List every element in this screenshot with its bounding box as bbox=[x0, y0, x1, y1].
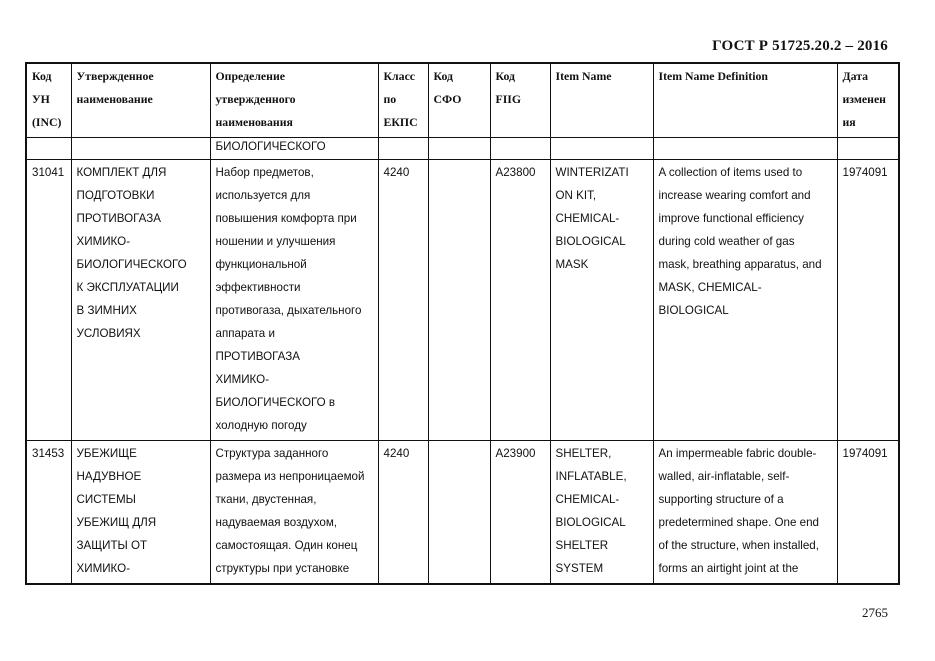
text-line: В ЗИМНИХ bbox=[76, 304, 137, 317]
row-sfo-code bbox=[428, 160, 490, 441]
text-line: функциональной bbox=[215, 258, 307, 271]
header-definition bbox=[210, 63, 378, 138]
row-inc: 31041 bbox=[26, 160, 71, 441]
text-line: ХИМИКО- bbox=[76, 562, 131, 575]
header-ekps-class bbox=[378, 63, 428, 138]
row-approved-name bbox=[71, 441, 210, 585]
text-line: improve functional efficiency bbox=[658, 212, 804, 225]
text-line: ПРОТИВОГАЗА bbox=[76, 212, 161, 225]
text-line: Item Name bbox=[555, 69, 612, 83]
text-line: ХИМИКО- bbox=[76, 235, 131, 248]
text-line: ношении и улучшения bbox=[215, 235, 336, 248]
row-inc: 31453 bbox=[26, 441, 71, 585]
page-number: 2765 bbox=[862, 605, 888, 620]
text-line: УН bbox=[32, 92, 50, 106]
text-line: MASK, CHEMICAL- bbox=[658, 281, 762, 294]
text-line: (INC) bbox=[32, 115, 62, 129]
text-line: СФО bbox=[433, 92, 462, 106]
text-line: MASK bbox=[555, 258, 589, 271]
text-line: BIOLOGICAL bbox=[555, 516, 626, 529]
text-line: ия bbox=[842, 115, 856, 129]
row-sfo-code bbox=[428, 441, 490, 585]
text-line: mask, breathing apparatus, and bbox=[658, 258, 822, 271]
text-line: ХИМИКО- bbox=[215, 373, 270, 386]
table-header-row bbox=[26, 63, 899, 138]
text-line: A collection of items used to bbox=[658, 166, 803, 179]
text-line: противогаза, дыхательного bbox=[215, 304, 362, 317]
text-line: SYSTEM bbox=[555, 562, 604, 575]
header-inc bbox=[26, 63, 71, 138]
text-line: forms an airtight joint at the bbox=[658, 562, 799, 575]
header-change-date bbox=[837, 63, 899, 138]
text-line: наименование bbox=[76, 92, 153, 106]
text-line: холодную погоду bbox=[215, 419, 307, 432]
text-line: повышения комфорта при bbox=[215, 212, 357, 225]
document-title: ГОСТ Р 51725.20.2 – 2016 bbox=[712, 38, 888, 54]
cont-cell bbox=[428, 138, 490, 160]
text-line: ПОДГОТОВКИ bbox=[76, 189, 155, 202]
text-line: walled, air-inflatable, self- bbox=[658, 470, 790, 483]
text-line: по bbox=[383, 92, 397, 106]
row-item-name-definition bbox=[653, 160, 837, 441]
row-ekps-class: 4240 bbox=[378, 160, 428, 441]
continuation-row bbox=[26, 138, 899, 160]
text-line: Код bbox=[433, 69, 453, 83]
text-line: утвержденного bbox=[215, 92, 296, 106]
cont-cell bbox=[550, 138, 653, 160]
cont-cell bbox=[490, 138, 550, 160]
row-fiig-code: A23900 bbox=[490, 441, 550, 585]
row-item-name bbox=[550, 160, 653, 441]
text-line: during cold weather of gas bbox=[658, 235, 795, 248]
header-approved-name bbox=[71, 63, 210, 138]
text-line: Утвержденное bbox=[76, 69, 154, 83]
text-line: CHEMICAL- bbox=[555, 493, 620, 506]
header-sfo-code bbox=[428, 63, 490, 138]
text-line: изменен bbox=[842, 92, 886, 106]
text-line: СИСТЕМЫ bbox=[76, 493, 136, 506]
text-line: Структура заданного bbox=[215, 447, 329, 460]
text-line: НАДУВНОЕ bbox=[76, 470, 142, 483]
text-line: К ЭКСПЛУАТАЦИИ bbox=[76, 281, 179, 294]
text-line: SHELTER bbox=[555, 539, 609, 552]
text-line: INFLATABLE, bbox=[555, 470, 627, 483]
cont-cell bbox=[837, 138, 899, 160]
continuation-definition: БИОЛОГИЧЕСКОГО bbox=[210, 138, 378, 160]
table-row bbox=[26, 160, 899, 441]
text-line: Набор предметов, bbox=[215, 166, 314, 179]
text-line: КОМПЛЕКТ ДЛЯ bbox=[76, 166, 167, 179]
text-line: ткани, двустенная, bbox=[215, 493, 317, 506]
text-line: ЗАЩИТЫ ОТ bbox=[76, 539, 148, 552]
row-change-date: 1974091 bbox=[837, 160, 899, 441]
text-line: An impermeable fabric double- bbox=[658, 447, 817, 460]
text-line: WINTERIZATI bbox=[555, 166, 629, 179]
text-line: Код bbox=[32, 69, 52, 83]
cont-cell bbox=[653, 138, 837, 160]
text-line: predetermined shape. One end bbox=[658, 516, 819, 529]
text-line: надуваемая воздухом, bbox=[215, 516, 338, 529]
specification-table bbox=[25, 62, 900, 585]
text-line: supporting structure of a bbox=[658, 493, 784, 506]
text-line: Дата bbox=[842, 69, 869, 83]
row-ekps-class: 4240 bbox=[378, 441, 428, 585]
text-line: ЕКПС bbox=[383, 115, 418, 129]
text-line: of the structure, when installed, bbox=[658, 539, 819, 552]
text-line: Item Name Definition bbox=[658, 69, 768, 83]
text-line: Определение bbox=[215, 69, 286, 83]
text-line: SHELTER, bbox=[555, 447, 612, 460]
text-line: FIIG bbox=[495, 92, 522, 106]
cont-cell bbox=[26, 138, 71, 160]
text-line: наименования bbox=[215, 115, 293, 129]
text-line: CHEMICAL- bbox=[555, 212, 620, 225]
header-item-name-definition bbox=[653, 63, 837, 138]
text-line: УБЕЖИЩЕ bbox=[76, 447, 137, 460]
cont-cell bbox=[378, 138, 428, 160]
header-item-name bbox=[550, 63, 653, 138]
text-line: размера из непроницаемой bbox=[215, 470, 365, 483]
text-line: структуры при установке bbox=[215, 562, 350, 575]
text-line: УБЕЖИЩ ДЛЯ bbox=[76, 516, 157, 529]
text-line: эффективности bbox=[215, 281, 301, 294]
text-line: БИОЛОГИЧЕСКОГО в bbox=[215, 396, 336, 409]
text-line: самостоящая. Один конец bbox=[215, 539, 358, 552]
row-definition bbox=[210, 160, 378, 441]
text-line: аппарата и bbox=[215, 327, 275, 340]
row-item-name-definition bbox=[653, 441, 837, 585]
text-line: ON KIT, bbox=[555, 189, 597, 202]
table-row bbox=[26, 441, 899, 585]
cont-cell bbox=[71, 138, 210, 160]
text-line: BIOLOGICAL bbox=[658, 304, 729, 317]
text-line: increase wearing comfort and bbox=[658, 189, 811, 202]
row-approved-name bbox=[71, 160, 210, 441]
header-fiig-code bbox=[490, 63, 550, 138]
text-line: ПРОТИВОГАЗА bbox=[215, 350, 300, 363]
text-line: используется для bbox=[215, 189, 311, 202]
row-definition bbox=[210, 441, 378, 585]
row-item-name bbox=[550, 441, 653, 585]
text-line: Код bbox=[495, 69, 515, 83]
row-fiig-code: A23800 bbox=[490, 160, 550, 441]
text-line: БИОЛОГИЧЕСКОГО bbox=[76, 258, 187, 271]
text-line: BIOLOGICAL bbox=[555, 235, 626, 248]
row-change-date: 1974091 bbox=[837, 441, 899, 585]
text-line: Класс bbox=[383, 69, 416, 83]
text-line: УСЛОВИЯХ bbox=[76, 327, 141, 340]
